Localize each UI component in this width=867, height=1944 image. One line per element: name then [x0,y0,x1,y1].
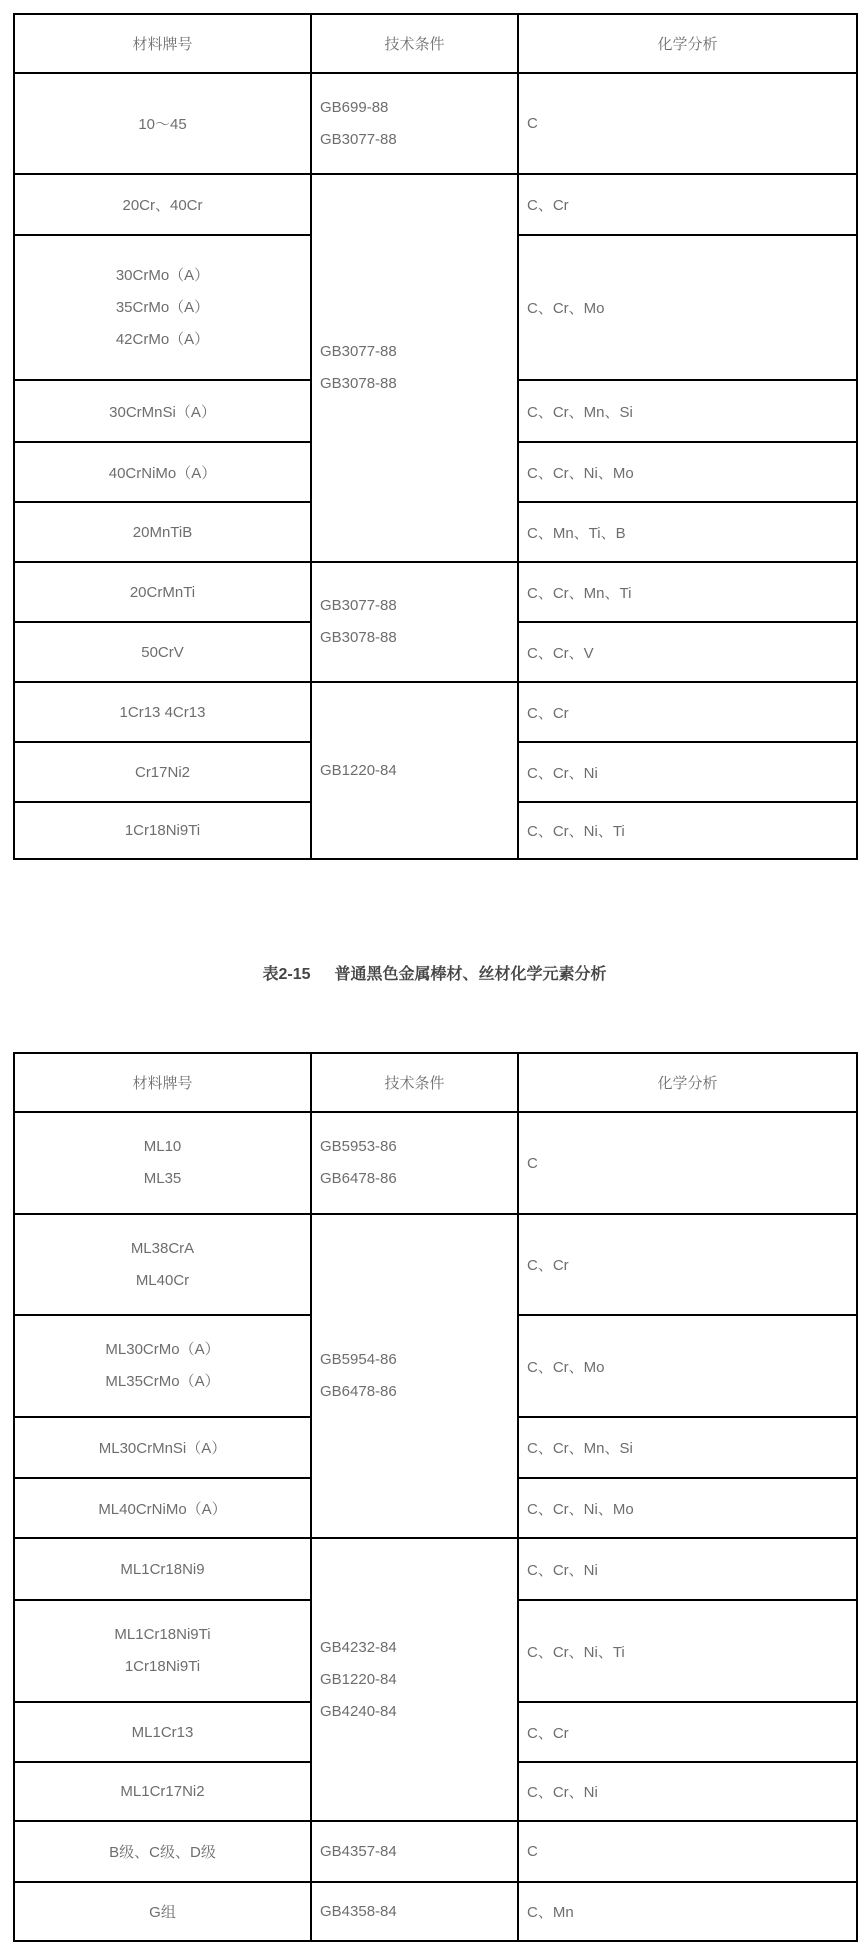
chem-cell: C、Cr、Mn、Si [518,380,857,442]
chem-cell: C、Mn、Ti、B [518,502,857,562]
tech-cell: GB4357-84 [311,1821,518,1882]
material-cell: ML1Cr17Ni2 [14,1762,311,1821]
chem-cell: C、Mn [518,1882,857,1941]
material-cell: ML30CrMnSi（A） [14,1417,311,1478]
tech-line: GB1220-84 [320,1670,397,1688]
chem-cell: C [518,1112,857,1214]
table-row [14,1112,857,1214]
column-header-tech: 技术条件 [311,14,518,73]
chem-cell: C、Cr [518,174,857,235]
chem-cell: C、Cr [518,1702,857,1762]
material-cell [14,1315,311,1417]
chem-cell: C、Cr、Mn、Si [518,1417,857,1478]
tech-line: GB3078-88 [320,629,397,646]
material-cell: ML1Cr18Ni9 [14,1538,311,1600]
chem-cell: C、Cr、V [518,622,857,682]
material-cell: 50CrV [14,622,311,682]
tech-line: GB3077-88 [320,343,397,360]
table-row [14,1821,857,1882]
table-header-row [14,1053,857,1112]
tech-cell-merged [311,174,518,562]
tech-line: GB4232-84 [320,1638,397,1656]
material-cell: ML40CrNiMo（A） [14,1478,311,1538]
material-cell: 10～45 [14,73,311,174]
material-cell: ML1Cr13 [14,1702,311,1762]
table-row [14,1882,857,1941]
column-header-tech: 技术条件 [311,1053,518,1112]
material-line: ML30CrMo（A） [105,1341,220,1358]
tech-line: GB699-88 [320,98,389,116]
material-line: ML38CrA [130,1239,195,1257]
tech-cell-merged [311,562,518,682]
chem-cell: C、Cr、Mn、Ti [518,562,857,622]
material-line: 1Cr18Ni9Ti [124,1658,201,1675]
material-cell: 1Cr18Ni9Ti [14,802,311,859]
material-cell: G组 [14,1882,311,1941]
tech-cell-merged: GB1220-84 [311,682,518,859]
material-line: 35CrMo（A） [115,298,210,316]
material-cell [14,1600,311,1702]
tech-line: GB5953-86 [320,1138,397,1155]
material-cell: B级、C级、D级 [14,1821,311,1882]
column-header-material: 材料牌号 [14,14,311,73]
table-header-row [14,14,857,73]
table-row [14,73,857,174]
material-line: 30CrMo（A） [115,266,210,284]
chem-cell: C、Cr、Ni [518,1762,857,1821]
material-cell: 20Cr、40Cr [14,174,311,235]
table-caption-number: 表2-15 [262,966,311,983]
material-cell: 1Cr13 4Cr13 [14,682,311,742]
chem-cell: C、Cr、Ni [518,742,857,802]
tech-line: GB6478-86 [320,1383,397,1400]
chem-cell: C、Cr、Ni、Mo [518,442,857,502]
chem-cell: C、Cr、Mo [518,1315,857,1417]
tech-line: GB6478-86 [320,1170,397,1187]
chem-cell: C、Cr、Ni [518,1538,857,1600]
chem-cell: C、Cr、Ni、Ti [518,1600,857,1702]
tech-line: GB3078-88 [320,375,397,392]
tech-line: GB4240-84 [320,1702,397,1720]
tech-cell: GB4358-84 [311,1882,518,1941]
table-row [14,1214,857,1315]
material-cell: 30CrMnSi（A） [14,380,311,442]
chem-cell: C [518,73,857,174]
table-caption [13,962,856,987]
material-line: ML35CrMo（A） [105,1373,220,1390]
table-row [14,174,857,235]
tech-cell [311,1112,518,1214]
materials-table-2 [13,1052,858,1942]
material-cell: 20CrMnTi [14,562,311,622]
material-line: ML10 [143,1138,182,1155]
material-line: 42CrMo（A） [115,330,210,348]
material-line: ML1Cr18Ni9Ti [114,1626,211,1643]
chem-cell: C [518,1821,857,1882]
material-cell: 20MnTiB [14,502,311,562]
table-caption-title: 普通黑色金属棒材、丝材化学元素分析 [334,966,607,983]
material-cell [14,235,311,380]
chem-cell: C、Cr [518,682,857,742]
tech-line: GB3077-88 [320,597,397,614]
material-cell: 40CrNiMo（A） [14,442,311,502]
table-row [14,562,857,622]
tech-cell-merged [311,1538,518,1821]
chem-cell: C、Cr、Mo [518,235,857,380]
material-cell [14,1214,311,1315]
material-cell [14,1112,311,1214]
column-header-chem: 化学分析 [518,14,857,73]
column-header-chem: 化学分析 [518,1053,857,1112]
tech-line: GB5954-86 [320,1351,397,1368]
chem-cell: C、Cr、Ni、Ti [518,802,857,859]
tech-cell [311,73,518,174]
chem-cell: C、Cr、Ni、Mo [518,1478,857,1538]
material-line: ML35 [143,1170,182,1187]
table-row [14,1538,857,1600]
chem-cell: C、Cr [518,1214,857,1315]
material-cell: Cr17Ni2 [14,742,311,802]
table-row [14,682,857,742]
material-line: ML40Cr [135,1271,190,1289]
tech-cell-merged [311,1214,518,1538]
materials-table-1 [13,13,858,860]
column-header-material: 材料牌号 [14,1053,311,1112]
tech-line: GB3077-88 [320,130,397,148]
